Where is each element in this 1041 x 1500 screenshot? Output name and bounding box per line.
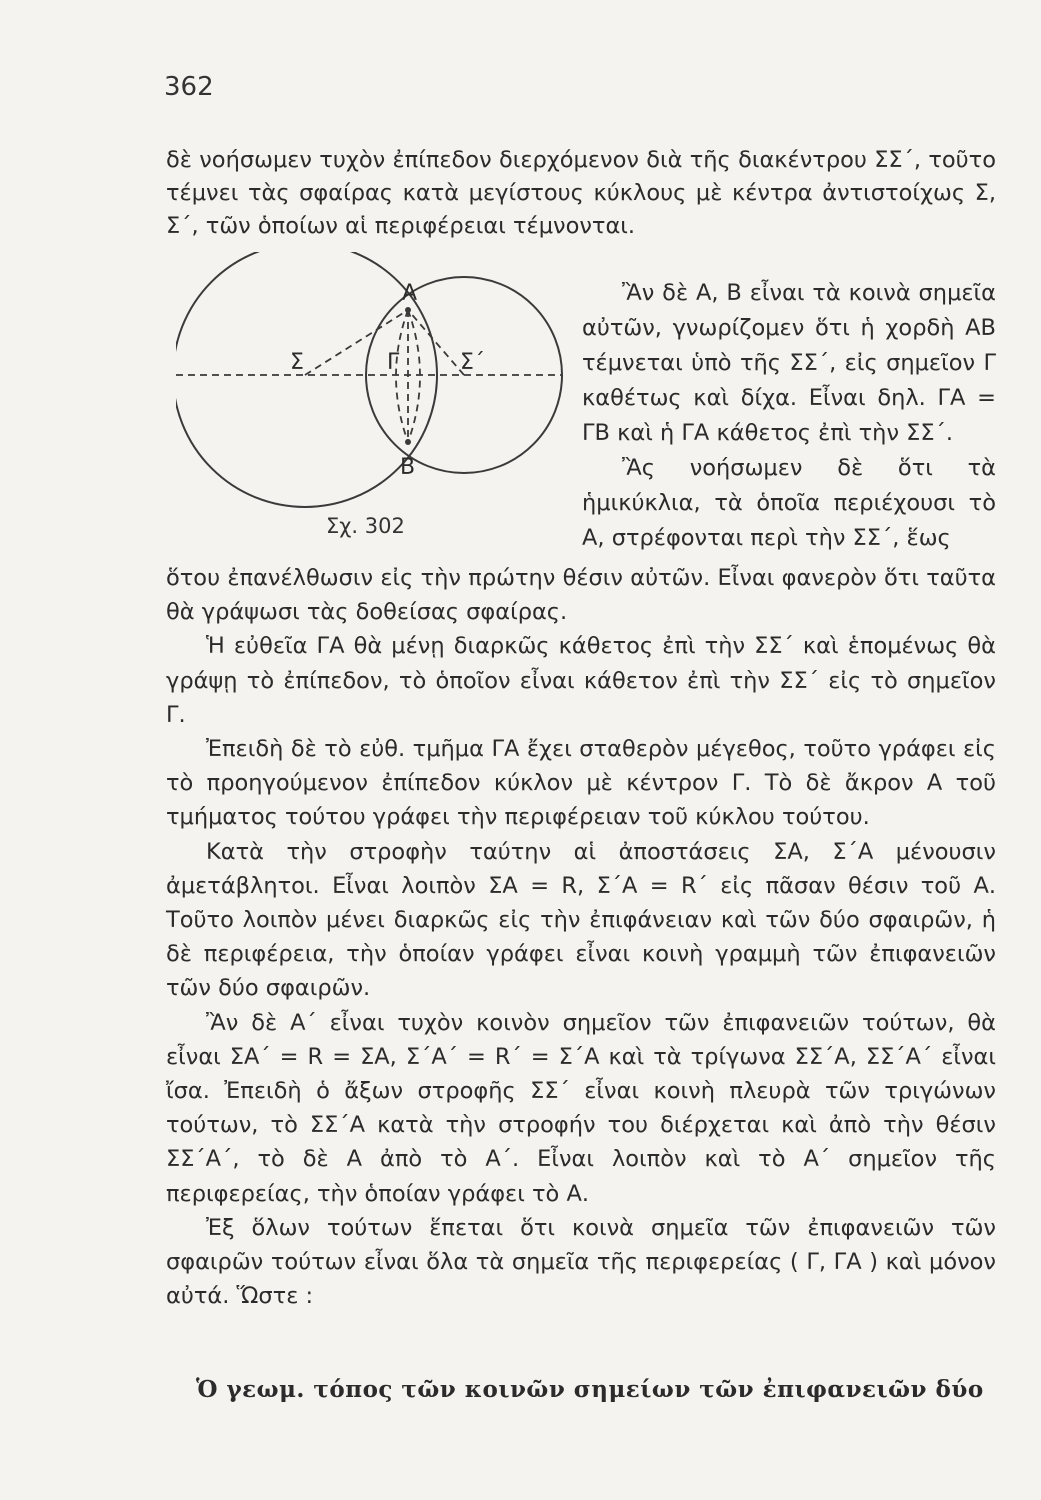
arc-left [396, 310, 408, 442]
label-b: Β [400, 455, 416, 480]
theorem-statement: Ὁ γεωμ. τόπος τῶν κοινῶν σημείων τῶν ἐπιφανειῶν δύο [196, 1376, 984, 1403]
paragraph-6: Ἂν δὲ Α΄ εἶναι τυχὸν κοινὸν σημεῖον τῶν ἐπιφανειῶν τούτων, θὰ εἶναι ΣΑ΄ = R = ΣΑ, Σ΄Α΄ = R΄ = Σ΄Α καὶ τὰ τρίγωνα ΣΣ΄Α, ΣΣ΄Α΄ εἶναι ἴσα. Ἐπειδὴ ὁ ἄξων στροφῆς ΣΣ΄ εἶναι κοινὴ πλευρὰ τῶν τριγώνων τούτων, τὸ ΣΣ΄Α κατὰ τὴν στροφήν του διέρχεται καὶ ἀπὸ τὴν θέσιν ΣΣ΄Α΄, τὸ δὲ Α ἀπὸ τὸ Α΄. Εἶναι λοιπὸν καὶ τὸ Α΄ σημεῖον τῆς περιφερείας, τὴν ὁποίαν γράφει τὸ Α. [166, 1009, 996, 1207]
figure-caption: Σχ. 302 [326, 514, 405, 538]
paragraph-3: Ἡ εὐθεῖα ΓΑ θὰ μένῃ διαρκῶς κάθετος ἐπὶ τὴν ΣΣ΄ καὶ ἑπομένως θὰ γράψῃ τὸ ἐπίπεδον, τὸ ὁποῖον εἶναι κάθετον ἐπὶ τὴν ΣΣ΄ εἰς τὸ σημεῖον Γ. [166, 633, 996, 728]
arc-right [408, 310, 420, 442]
paragraph-side-1: Ἂν δὲ Α, Β εἶναι τὰ κοινὰ σημεῖα αὐτῶν, γνωρίζομεν ὅτι ἡ χορδὴ ΑΒ τέμνεται ὑπὸ τῆς ΣΣ΄, εἰς σημεῖον Γ καθέτως καὶ δίχα. Εἶναι δηλ. ΓΑ = ΓΒ καὶ ἡ ΓΑ κάθετος ἐπὶ τὴν ΣΣ΄. [582, 280, 996, 446]
main-body [166, 561, 996, 1313]
label-sigma-prime: Σ΄ [460, 350, 485, 375]
paragraph-side-2: Ἂς νοήσωμεν δὲ ὅτι τὰ ἡμικύκλια, τὰ ὁποῖα περιέχουσι τὸ Α, στρέφονται περὶ τὴν ΣΣ΄, ἕως [582, 455, 996, 551]
point-b [405, 439, 411, 445]
paragraph-intro: δὲ νοήσωμεν τυχὸν ἐπίπεδον διερχόμενον διὰ τῆς διακέντρου ΣΣ΄, τοῦτο τέμνει τὰς σφαίρας κατὰ μεγίστους κύκλους μὲ κέντρα ἀντιστοίχως Σ, Σ΄, τῶν ὁποίων αἱ περιφέρειαι τέμνονται. [166, 147, 996, 239]
point-a [405, 307, 411, 313]
label-sigma: Σ [290, 350, 304, 375]
side-column [582, 276, 996, 556]
paragraph-5: Κατὰ τὴν στροφὴν ταύτην αἱ ἀποστάσεις ΣΑ, Σ΄Α μένουσιν ἀμετάβλητοι. Εἶναι λοιπὸν ΣΑ = R, Σ΄Α = R΄ εἰς πᾶσαν θέσιν τοῦ Α. Τοῦτο λοιπὸν μένει διαρκῶς εἰς τὴν ἐπιφάνειαν καὶ τῶν δύο σφαιρῶν, ἡ δὲ περιφέρεια, τὴν ὁποίαν γράφει εἶναι κοινὴ γραμμὴ τῶν ἐπιφανειῶν τῶν δύο σφαιρῶν. [166, 838, 996, 1002]
circle-sigma [176, 252, 437, 507]
label-g: Γ [387, 350, 400, 375]
label-a: Α [402, 281, 418, 306]
paragraph-7: Ἐξ ὅλων τούτων ἕπεται ὅτι κοινὰ σημεῖα τῶν ἐπιφανειῶν τῶν σφαιρῶν τούτων εἶναι ὅλα τὰ σημεῖα τῆς περιφερείας ( Γ, ΓΑ ) καὶ μόνον αὐτά. Ὥστε : [166, 1214, 996, 1310]
figure-two-circles [176, 252, 586, 552]
paragraph-continued: ὅτου ἐπανέλθωσιν εἰς τὴν πρώτην θέσιν αὐτῶν. Εἶναι φανερὸν ὅτι ταῦτα θὰ γράψωσι τὰς δοθείσας σφαίρας. [166, 565, 996, 626]
page-number: 362 [164, 72, 214, 102]
paragraph-4: Ἐπειδὴ δὲ τὸ εὐθ. τμῆμα ΓΑ ἔχει σταθερὸν μέγεθος, τοῦτο γράφει εἰς τὸ προηγούμενον ἐπίπεδον κύκλον μὲ κέντρον Γ. Τὸ δὲ ἄκρον Α τοῦ τμήματος τούτου γράφει τὴν περιφέρειαν τοῦ κύκλου τούτου. [166, 736, 996, 831]
